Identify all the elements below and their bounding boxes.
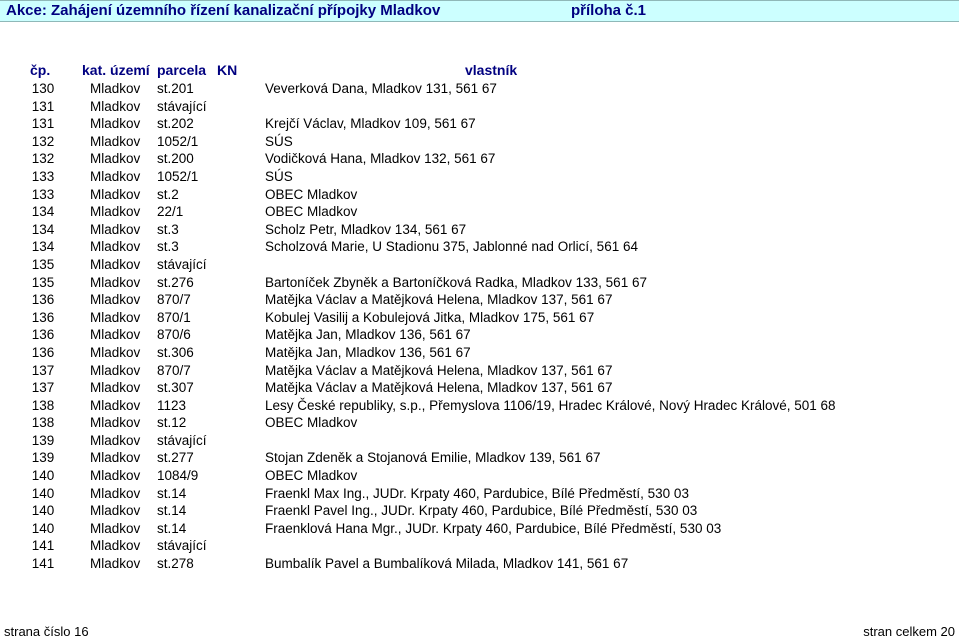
cell-cp: 140 (31, 503, 55, 519)
cell-vlastnik: Matějka Jan, Mladkov 136, 561 67 (265, 327, 471, 343)
cell-cp: 132 (31, 151, 55, 167)
table-row (0, 503, 959, 521)
page-number: strana číslo 16 (4, 624, 89, 639)
cell-kat-uzemi: Mladkov (90, 344, 141, 360)
cell-kat-uzemi: Mladkov (90, 256, 141, 272)
cell-kat-uzemi: Mladkov (90, 556, 141, 572)
cell-parcela: stávající (157, 538, 207, 554)
cell-vlastnik: Matějka Václav a Matějková Helena, Mladkov 137, 561 67 (265, 362, 613, 378)
cell-vlastnik: Vodičková Hana, Mladkov 132, 561 67 (265, 151, 496, 167)
table-row (0, 521, 959, 539)
table-row (0, 116, 959, 134)
cell-vlastnik: Matějka Václav a Matějková Helena, Mladkov 137, 561 67 (265, 380, 613, 396)
table-row (0, 151, 959, 169)
cell-vlastnik: Veverková Dana, Mladkov 131, 561 67 (265, 81, 497, 96)
column-header-vlastnik: vlastník (465, 62, 518, 78)
cell-vlastnik: Kobulej Vasilij a Kobulejová Jitka, Mladkov 175, 561 67 (265, 309, 595, 325)
table-row (0, 292, 959, 310)
table-row (0, 99, 959, 117)
cell-parcela: st.306 (157, 344, 194, 360)
table-row (0, 380, 959, 398)
cell-cp: 139 (31, 432, 55, 448)
table-row (0, 222, 959, 240)
cell-kat-uzemi: Mladkov (90, 485, 141, 501)
cell-kat-uzemi: Mladkov (90, 432, 141, 448)
cell-vlastnik: Stojan Zdeněk a Stojanová Emilie, Mladkov 139, 561 67 (265, 450, 601, 466)
cell-vlastnik: Krejčí Václav, Mladkov 109, 561 67 (265, 116, 476, 132)
cell-cp: 137 (31, 362, 55, 378)
cell-parcela: 1084/9 (157, 468, 199, 484)
cell-kat-uzemi: Mladkov (90, 274, 141, 290)
cell-parcela: st.3 (157, 239, 179, 255)
cell-parcela: st.200 (157, 151, 194, 167)
cell-parcela: st.307 (157, 380, 194, 396)
attachment-label: příloha č.1 (571, 2, 647, 19)
cell-vlastnik: OBEC Mladkov (265, 186, 358, 202)
cell-cp: 137 (31, 380, 55, 396)
cell-kat-uzemi: Mladkov (90, 520, 141, 536)
cell-cp: 140 (31, 468, 55, 484)
cell-cp: 140 (31, 485, 55, 501)
cell-cp: 141 (31, 538, 55, 554)
cell-cp: 136 (31, 327, 55, 343)
cell-cp: 134 (31, 239, 55, 255)
cell-cp: 139 (31, 450, 55, 466)
cell-vlastnik: Lesy České republiky, s.p., Přemyslova 1106/19, Hradec Králové, Nový Hradec Králové, 501 68 (265, 397, 836, 413)
cell-kat-uzemi: Mladkov (90, 327, 141, 343)
cell-kat-uzemi: Mladkov (90, 239, 141, 255)
cell-kat-uzemi: Mladkov (90, 133, 141, 149)
cell-kat-uzemi: Mladkov (90, 81, 141, 96)
cell-kat-uzemi: Mladkov (90, 468, 141, 484)
cell-kat-uzemi: Mladkov (90, 309, 141, 325)
cell-vlastnik: OBEC Mladkov (265, 204, 358, 220)
table-row (0, 363, 959, 381)
cell-kat-uzemi: Mladkov (90, 538, 141, 554)
column-header-kn: KN (217, 62, 238, 78)
table-row (0, 468, 959, 486)
cell-parcela: 1052/1 (157, 168, 199, 184)
title-banner (0, 0, 959, 22)
cell-vlastnik: Scholzová Marie, U Stadionu 375, Jablonné nad Orlicí, 561 64 (265, 239, 638, 255)
cell-cp: 136 (31, 309, 55, 325)
cell-cp: 134 (31, 204, 55, 220)
cell-parcela: st.3 (157, 221, 179, 237)
cell-kat-uzemi: Mladkov (90, 397, 141, 413)
cell-kat-uzemi: Mladkov (90, 204, 141, 220)
cell-kat-uzemi: Mladkov (90, 450, 141, 466)
cell-kat-uzemi: Mladkov (90, 116, 141, 132)
cell-kat-uzemi: Mladkov (90, 292, 141, 308)
cell-parcela: st.14 (157, 485, 187, 501)
cell-vlastnik: SÚS (265, 168, 293, 184)
cell-vlastnik: OBEC Mladkov (265, 468, 358, 484)
page-title: Akce: Zahájení územního řízení kanalizační přípojky Mladkov (6, 2, 441, 19)
owners-table (0, 81, 959, 574)
table-row (0, 398, 959, 416)
cell-cp: 135 (31, 256, 55, 272)
cell-cp: 133 (31, 168, 55, 184)
table-row (0, 310, 959, 328)
table-row (0, 257, 959, 275)
cell-cp: 141 (31, 556, 55, 572)
page-total: stran celkem 20 (863, 624, 955, 639)
table-row (0, 327, 959, 345)
cell-parcela: st.202 (157, 116, 194, 132)
cell-vlastnik: Fraenkl Max Ing., JUDr. Krpaty 460, Pardubice, Bílé Předměstí, 530 03 (265, 485, 689, 501)
cell-parcela: st.12 (157, 415, 187, 431)
cell-parcela: st.201 (157, 81, 194, 96)
cell-cp: 132 (31, 133, 55, 149)
table-row (0, 538, 959, 556)
cell-parcela: 870/1 (157, 309, 191, 325)
cell-cp: 136 (31, 292, 55, 308)
cell-cp: 131 (31, 98, 55, 114)
cell-kat-uzemi: Mladkov (90, 380, 141, 396)
cell-vlastnik: Fraenklová Hana Mgr., JUDr. Krpaty 460, Pardubice, Bílé Předměstí, 530 03 (265, 520, 722, 536)
cell-parcela: st.2 (157, 186, 179, 202)
table-row (0, 556, 959, 574)
cell-parcela: st.276 (157, 274, 194, 290)
cell-vlastnik: OBEC Mladkov (265, 415, 358, 431)
cell-parcela: 1052/1 (157, 133, 199, 149)
table-row (0, 275, 959, 293)
table-row (0, 239, 959, 257)
cell-vlastnik: Scholz Petr, Mladkov 134, 561 67 (265, 221, 467, 237)
cell-cp: 130 (31, 81, 55, 96)
table-row (0, 415, 959, 433)
cell-vlastnik: SÚS (265, 133, 293, 149)
table-row (0, 134, 959, 152)
cell-parcela: 22/1 (157, 204, 184, 220)
column-header-kat-uzemi: kat. území (82, 62, 150, 78)
table-row (0, 169, 959, 187)
table-row (0, 81, 959, 99)
cell-parcela: 870/7 (157, 292, 191, 308)
cell-cp: 138 (31, 397, 55, 413)
column-header-cp: čp. (30, 62, 51, 78)
cell-parcela: st.14 (157, 503, 187, 519)
cell-vlastnik: Fraenkl Pavel Ing., JUDr. Krpaty 460, Pardubice, Bílé Předměstí, 530 03 (265, 503, 698, 519)
cell-cp: 138 (31, 415, 55, 431)
column-header-parcela: parcela (157, 62, 207, 78)
table-row (0, 450, 959, 468)
cell-parcela: stávající (157, 432, 207, 448)
cell-cp: 134 (31, 221, 55, 237)
cell-kat-uzemi: Mladkov (90, 362, 141, 378)
cell-parcela: st.14 (157, 520, 187, 536)
cell-parcela: stávající (157, 256, 207, 272)
table-row (0, 345, 959, 363)
cell-kat-uzemi: Mladkov (90, 503, 141, 519)
cell-vlastnik: Matějka Jan, Mladkov 136, 561 67 (265, 344, 471, 360)
cell-parcela: stávající (157, 98, 207, 114)
table-row (0, 187, 959, 205)
cell-parcela: st.277 (157, 450, 194, 466)
cell-kat-uzemi: Mladkov (90, 415, 141, 431)
table-row (0, 204, 959, 222)
cell-cp: 131 (31, 116, 55, 132)
cell-kat-uzemi: Mladkov (90, 221, 141, 237)
cell-parcela: 1123 (157, 397, 187, 413)
cell-cp: 136 (31, 344, 55, 360)
cell-kat-uzemi: Mladkov (90, 186, 141, 202)
cell-parcela: 870/7 (157, 362, 191, 378)
table-row (0, 486, 959, 504)
cell-kat-uzemi: Mladkov (90, 98, 141, 114)
cell-vlastnik: Bartoníček Zbyněk a Bartoníčková Radka, Mladkov 133, 561 67 (265, 274, 647, 290)
cell-cp: 135 (31, 274, 55, 290)
cell-kat-uzemi: Mladkov (90, 151, 141, 167)
cell-parcela: 870/6 (157, 327, 191, 343)
cell-parcela: st.278 (157, 556, 194, 572)
cell-vlastnik: Bumbalík Pavel a Bumbalíková Milada, Mladkov 141, 561 67 (265, 556, 629, 572)
cell-vlastnik: Matějka Václav a Matějková Helena, Mladkov 137, 561 67 (265, 292, 613, 308)
cell-cp: 133 (31, 186, 55, 202)
cell-cp: 140 (31, 520, 55, 536)
table-row (0, 433, 959, 451)
cell-kat-uzemi: Mladkov (90, 168, 141, 184)
